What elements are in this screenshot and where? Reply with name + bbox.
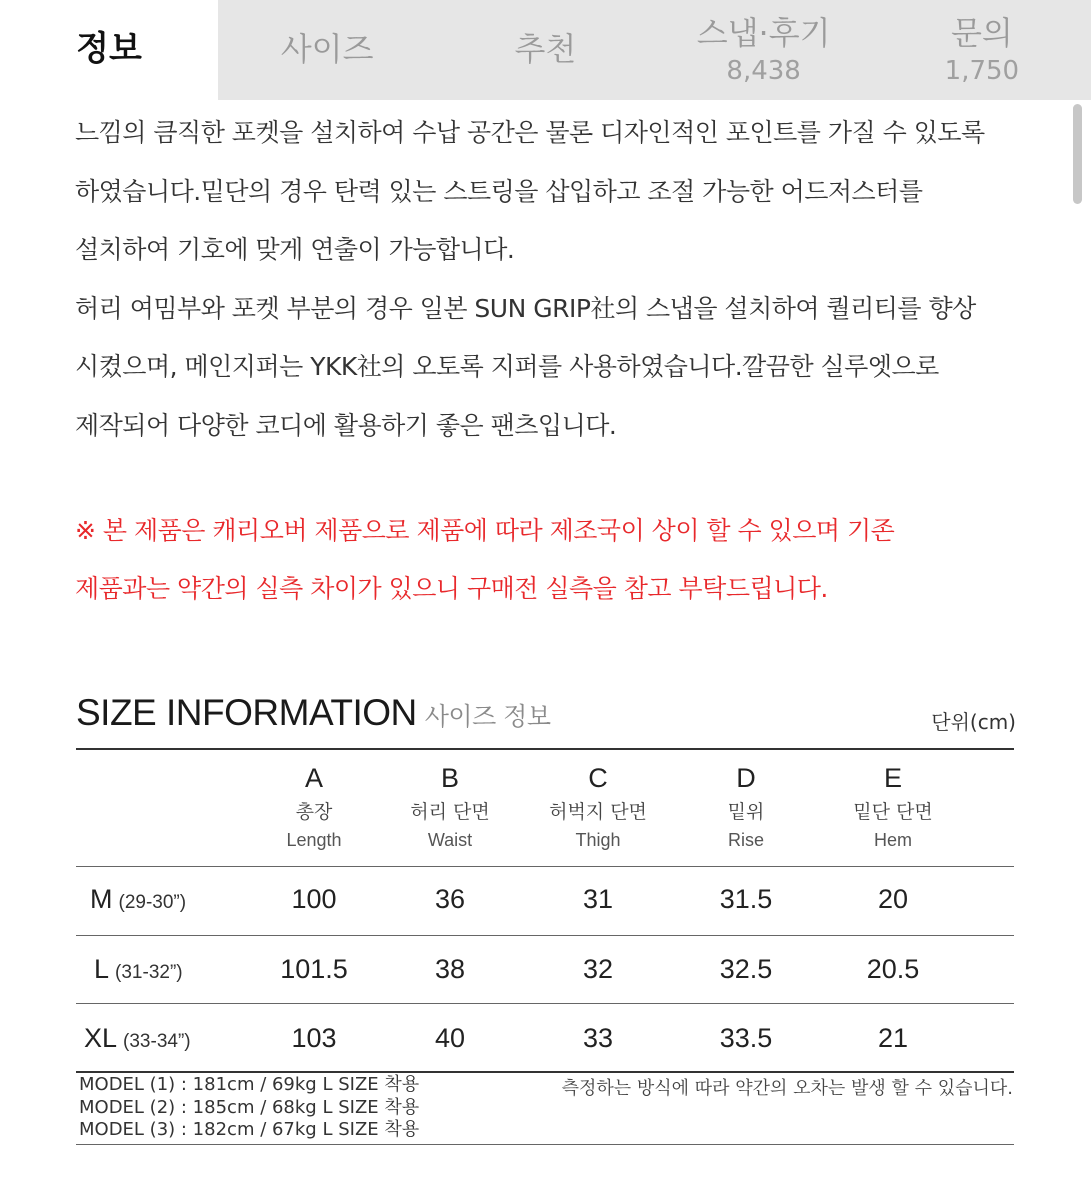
description-line: 설치하여 기호에 맞게 연출이 가능합니다. (75, 235, 515, 264)
tab-snap-review-count: 8,438 (726, 55, 801, 86)
column-english: Hem (873, 830, 912, 850)
size-range: (31-32”) (115, 962, 183, 983)
table-cell: 103 (291, 1023, 337, 1053)
column-korean: 밑위 (727, 801, 765, 823)
tab-snap-review-label: 스냅·후기 (696, 14, 831, 53)
table-cell: 33.5 (719, 1023, 773, 1053)
table-cell: 101.5 (280, 954, 348, 984)
size-label-xl (84, 1023, 191, 1054)
column-header-d (676, 762, 816, 852)
table-cell: 100 (291, 884, 337, 914)
size-name: L (94, 954, 110, 984)
size-name: M (90, 884, 113, 914)
column-header-c (528, 762, 668, 852)
table-cell: 31 (582, 884, 614, 914)
size-info-title (76, 692, 550, 734)
model-line: MODEL (1) : 181cm / 69kg L SIZE 착용 (79, 1074, 420, 1095)
size-label-m (90, 884, 186, 915)
scrollbar[interactable] (1073, 104, 1082, 204)
size-info-header (76, 692, 1016, 742)
tab-inquiry-count: 1,750 (944, 55, 1020, 86)
tab-info[interactable] (0, 0, 218, 100)
carryover-notice (75, 502, 1055, 618)
notice-line: ※ 본 제품은 캐리오버 제품으로 제품에 따라 제조국이 상이 할 수 있으며 기존 (75, 516, 895, 545)
description-line: 하였습니다.밑단의 경우 탄력 있는 스트링을 삽입하고 조절 가능한 어드저스터를 (75, 176, 923, 206)
column-header-e (823, 762, 963, 852)
model-line: MODEL (3) : 182cm / 67kg L SIZE 착용 (79, 1119, 420, 1140)
description-line: 느낌의 큼직한 포켓을 설치하여 수납 공간은 물론 디자인적인 포인트를 가질 수 있도록 (75, 118, 985, 147)
table-cell: 21 (877, 1023, 909, 1053)
row-rule (76, 1003, 1014, 1004)
column-english: Thigh (575, 830, 621, 850)
tab-bar (0, 0, 1091, 100)
tab-size[interactable] (218, 0, 436, 100)
column-letter: A (304, 763, 323, 793)
tab-group (218, 0, 1091, 100)
tab-recommend[interactable] (436, 0, 654, 100)
table-cell: 33 (582, 1023, 614, 1053)
column-english: Waist (427, 830, 473, 850)
column-english: Length (286, 830, 342, 850)
column-letter: E (883, 763, 902, 793)
tab-inquiry[interactable] (873, 0, 1091, 100)
description-line: 제작되어 다양한 코디에 활용하기 좋은 팬츠입니다. (75, 410, 617, 440)
column-header-b (380, 762, 520, 852)
column-header-a (244, 762, 384, 852)
description-line: 시켰으며, 메인지퍼는 YKK社의 오토록 지퍼를 사용하였습니다.깔끔한 실루엣으로 (75, 352, 939, 381)
product-description (75, 104, 1055, 455)
row-rule (76, 935, 1014, 936)
header-rule (76, 866, 1014, 867)
tab-info-label: 정보 (76, 29, 142, 70)
measurement-footnote: 측정하는 방식에 따라 약간의 오차는 발생 할 수 있습니다. (561, 1078, 1013, 1099)
model-info (79, 1074, 419, 1142)
table-bottom-rule (76, 1071, 1014, 1073)
table-cell: 31.5 (719, 884, 773, 914)
column-korean: 허벅지 단면 (549, 801, 647, 823)
tab-snap-review[interactable] (655, 0, 873, 100)
unit-label: 단위(cm) (931, 710, 1016, 734)
table-cell: 20 (877, 884, 909, 914)
size-name: XL (84, 1023, 118, 1053)
table-cell: 32.5 (719, 954, 773, 984)
table-cell: 40 (434, 1023, 466, 1053)
column-korean: 허리 단면 (410, 801, 490, 823)
size-info-subtitle: 사이즈 정보 (424, 702, 551, 731)
size-range: (33-34”) (123, 1031, 191, 1052)
size-range: (29-30”) (118, 892, 187, 913)
table-cell: 32 (582, 954, 614, 984)
tab-size-label: 사이즈 (280, 30, 374, 69)
column-korean: 총장 (295, 801, 333, 823)
size-label-l (94, 954, 183, 985)
tab-recommend-label: 추천 (514, 30, 577, 69)
column-letter: D (736, 763, 756, 793)
column-letter: B (440, 763, 459, 793)
size-info-title-text: SIZE INFORMATION (76, 692, 417, 733)
notice-line: 제품과는 약간의 실측 차이가 있으니 구매전 실측을 참고 부탁드립니다. (75, 574, 828, 603)
table-top-rule (76, 748, 1014, 750)
model-line: MODEL (2) : 185cm / 68kg L SIZE 착용 (79, 1096, 420, 1118)
table-cell: 36 (434, 884, 466, 914)
footer-rule (76, 1144, 1014, 1145)
tab-inquiry-label: 문의 (950, 14, 1013, 53)
column-letter: C (588, 763, 608, 793)
table-cell: 38 (434, 954, 466, 984)
description-line: 허리 여밈부와 포켓 부분의 경우 일본 SUN GRIP社의 스냅을 설치하여 퀄리티를 향상 (75, 293, 976, 323)
column-korean: 밑단 단면 (853, 801, 933, 823)
table-cell: 20.5 (866, 954, 920, 984)
column-english: Rise (727, 830, 764, 850)
